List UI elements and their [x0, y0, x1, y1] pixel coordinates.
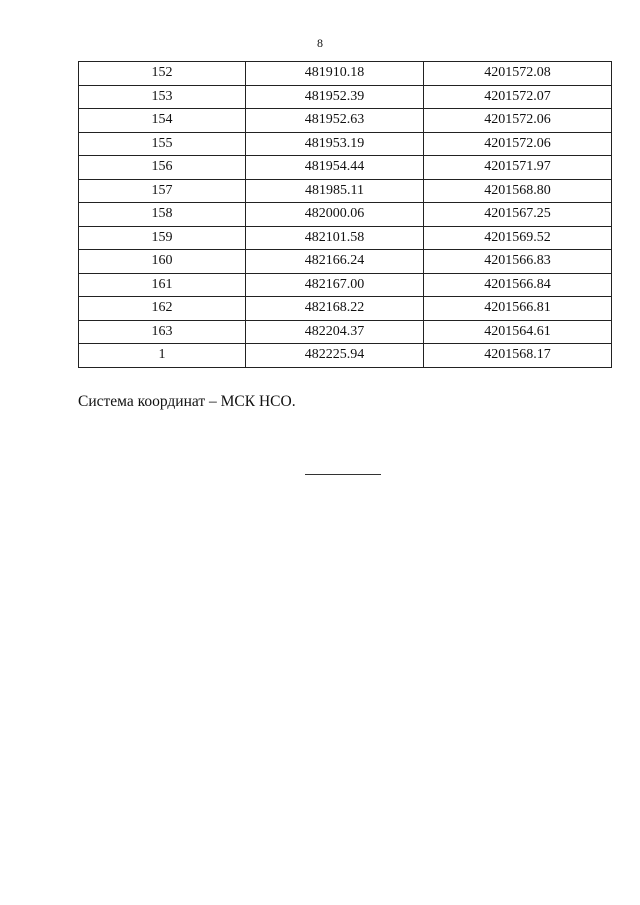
- point-number-cell: 158: [79, 203, 246, 227]
- table-row: [79, 320, 612, 344]
- table-row: [79, 179, 612, 203]
- y-coordinate-cell: 4201571.97: [424, 156, 612, 180]
- x-coordinate-cell: 482225.94: [246, 344, 424, 368]
- y-coordinate-cell: 4201572.08: [424, 62, 612, 86]
- table-row: [79, 273, 612, 297]
- point-number-cell: 1: [79, 344, 246, 368]
- table-row: [79, 132, 612, 156]
- point-number-cell: 157: [79, 179, 246, 203]
- y-coordinate-cell: 4201566.84: [424, 273, 612, 297]
- x-coordinate-cell: 481953.19: [246, 132, 424, 156]
- y-coordinate-cell: 4201572.07: [424, 85, 612, 109]
- table-row: [79, 203, 612, 227]
- table-row: [79, 62, 612, 86]
- y-coordinate-cell: 4201569.52: [424, 226, 612, 250]
- x-coordinate-cell: 481985.11: [246, 179, 424, 203]
- point-number-cell: 161: [79, 273, 246, 297]
- point-number-cell: 159: [79, 226, 246, 250]
- x-coordinate-cell: 482101.58: [246, 226, 424, 250]
- x-coordinate-cell: 481952.39: [246, 85, 424, 109]
- table-row: [79, 250, 612, 274]
- y-coordinate-cell: 4201567.25: [424, 203, 612, 227]
- y-coordinate-cell: 4201568.80: [424, 179, 612, 203]
- point-number-cell: 154: [79, 109, 246, 133]
- x-coordinate-cell: 481910.18: [246, 62, 424, 86]
- coordinates-table: [78, 61, 612, 368]
- y-coordinate-cell: 4201568.17: [424, 344, 612, 368]
- page-number: 8: [317, 36, 323, 50]
- point-number-cell: 153: [79, 85, 246, 109]
- point-number-cell: 160: [79, 250, 246, 274]
- x-coordinate-cell: 482167.00: [246, 273, 424, 297]
- coordinate-system-note: Система координат – МСК НСО.: [78, 393, 296, 410]
- table-row: [79, 109, 612, 133]
- table-row: [79, 344, 612, 368]
- y-coordinate-cell: 4201572.06: [424, 132, 612, 156]
- table-row: [79, 297, 612, 321]
- x-coordinate-cell: 482000.06: [246, 203, 424, 227]
- x-coordinate-cell: 482166.24: [246, 250, 424, 274]
- point-number-cell: 155: [79, 132, 246, 156]
- point-number-cell: 156: [79, 156, 246, 180]
- y-coordinate-cell: 4201566.81: [424, 297, 612, 321]
- y-coordinate-cell: 4201572.06: [424, 109, 612, 133]
- x-coordinate-cell: 481954.44: [246, 156, 424, 180]
- x-coordinate-cell: 481952.63: [246, 109, 424, 133]
- point-number-cell: 162: [79, 297, 246, 321]
- end-separator-line: [305, 474, 381, 475]
- y-coordinate-cell: 4201564.61: [424, 320, 612, 344]
- x-coordinate-cell: 482168.22: [246, 297, 424, 321]
- coordinates-table-body: [79, 62, 612, 368]
- y-coordinate-cell: 4201566.83: [424, 250, 612, 274]
- point-number-cell: 163: [79, 320, 246, 344]
- table-row: [79, 226, 612, 250]
- table-row: [79, 156, 612, 180]
- x-coordinate-cell: 482204.37: [246, 320, 424, 344]
- table-row: [79, 85, 612, 109]
- point-number-cell: 152: [79, 62, 246, 86]
